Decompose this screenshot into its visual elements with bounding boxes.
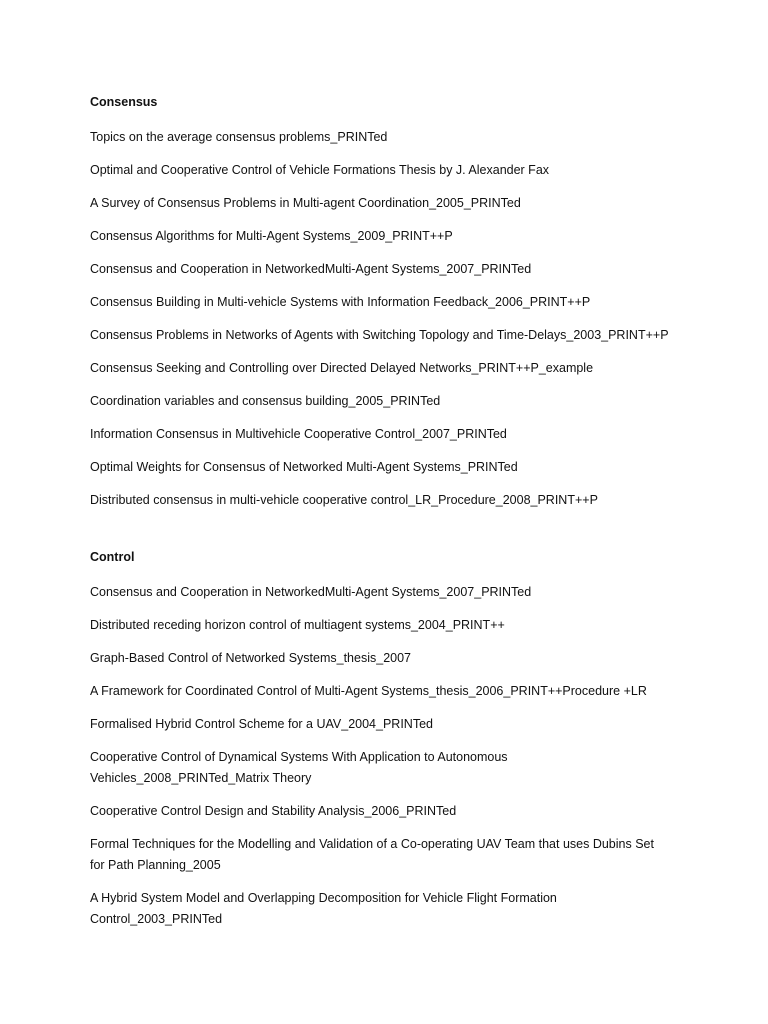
list-item: A Survey of Consensus Problems in Multi-agent Coordination_2005_PRINTed (90, 196, 521, 210)
list-item: Optimal Weights for Consensus of Networked Multi-Agent Systems_PRINTed (90, 460, 518, 474)
list-item: Graph-Based Control of Networked Systems_thesis_2007 (90, 651, 411, 665)
section-consensus (90, 94, 728, 511)
list-item: Coordination variables and consensus building_2005_PRINTed (90, 394, 441, 408)
entry-list (90, 582, 728, 930)
list-item: Cooperative Control of Dynamical Systems With Application to Autonomous Vehicles_2008_PRINTed_Matrix Theory (90, 750, 508, 785)
list-item: Consensus Algorithms for Multi-Agent Systems_2009_PRINT++P (90, 229, 453, 243)
list-item: Consensus and Cooperation in NetworkedMulti-Agent Systems_2007_PRINTed (90, 262, 532, 276)
section-control (90, 549, 728, 930)
list-item: Consensus Problems in Networks of Agents with Switching Topology and Time-Delays_2003_PRINT++P (90, 328, 669, 342)
list-item: Consensus Building in Multi-vehicle Systems with Information Feedback_2006_PRINT++P (90, 295, 591, 309)
list-item: Cooperative Control Design and Stability Analysis_2006_PRINTed (90, 804, 457, 818)
list-item: A Framework for Coordinated Control of Multi-Agent Systems_thesis_2006_PRINT++Procedure +LR (90, 684, 647, 698)
section-heading: Consensus (90, 95, 158, 109)
list-item: Information Consensus in Multivehicle Cooperative Control_2007_PRINTed (90, 427, 507, 441)
list-item: Optimal and Cooperative Control of Vehicle Formations Thesis by J. Alexander Fax (90, 163, 550, 177)
list-item: Formal Techniques for the Modelling and Validation of a Co-operating UAV Team that uses Dubins Set for Path Planning_2005 (90, 837, 654, 872)
list-item: Topics on the average consensus problems_PRINTed (90, 130, 388, 144)
entry-list (90, 127, 728, 511)
section-heading: Control (90, 550, 135, 564)
list-item: Consensus Seeking and Controlling over Directed Delayed Networks_PRINT++P_example (90, 361, 594, 375)
list-item: Formalised Hybrid Control Scheme for a UAV_2004_PRINTed (90, 717, 433, 731)
list-item: Distributed receding horizon control of multiagent systems_2004_PRINT++ (90, 618, 505, 632)
list-item: A Hybrid System Model and Overlapping Decomposition for Vehicle Flight Formation Control_2003_PRINTed (90, 891, 557, 926)
list-item: Distributed consensus in multi-vehicle cooperative control_LR_Procedure_2008_PRINT++P (90, 493, 598, 507)
list-item: Consensus and Cooperation in NetworkedMulti-Agent Systems_2007_PRINTed (90, 585, 532, 599)
